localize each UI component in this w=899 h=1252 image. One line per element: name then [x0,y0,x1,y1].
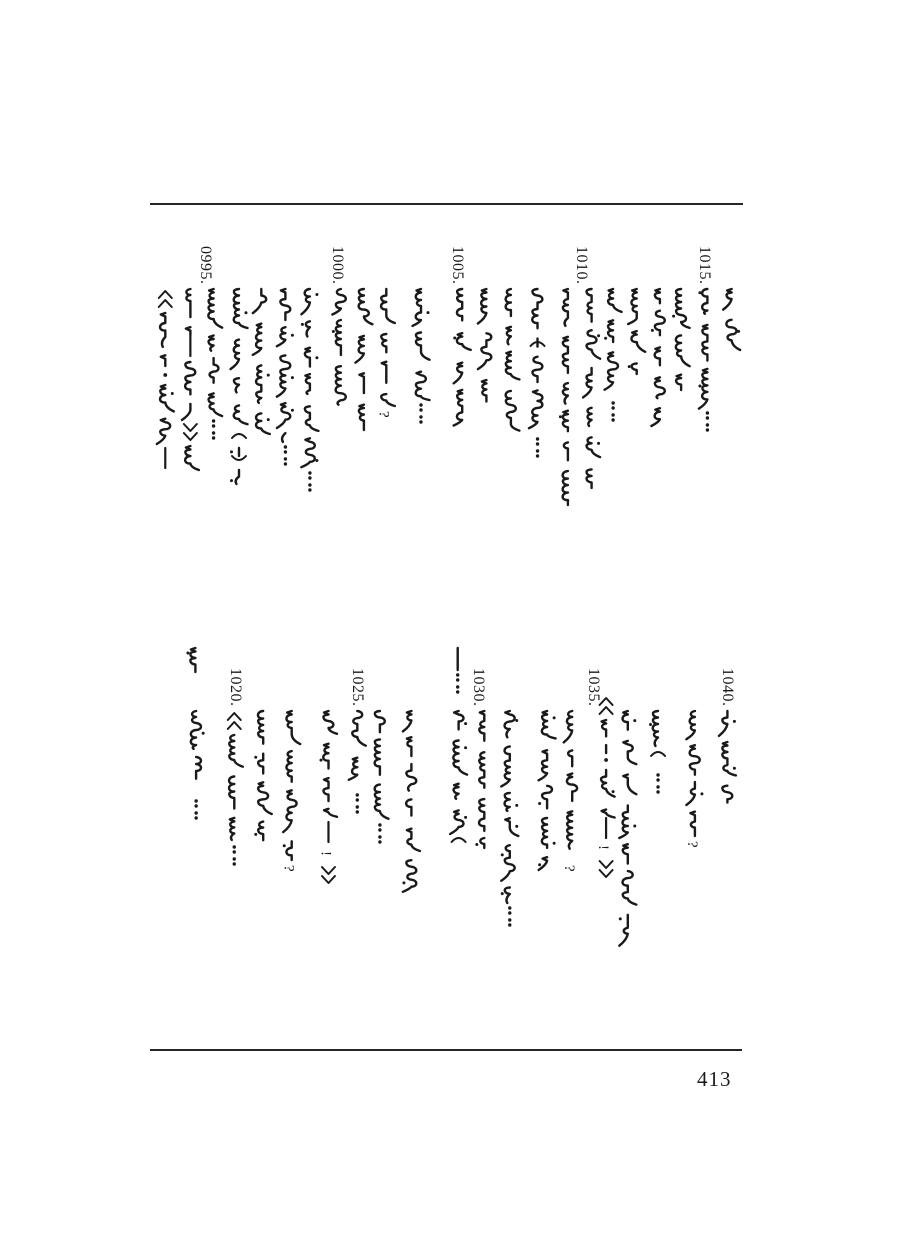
script-column [698,289,709,432]
script-column [228,713,243,866]
svg-text:!: ! [595,845,612,850]
script-column [355,289,372,430]
script-column [375,711,389,844]
script-column [672,289,690,390]
script-column [301,289,319,492]
script-column [453,289,470,426]
script-column [349,711,366,814]
entry-number-1025: 1025. [349,668,366,707]
entry-number-1015: 1015. [696,246,713,285]
script-column [529,289,545,458]
svg-text:?: ? [280,865,297,872]
script-column [651,289,665,426]
script-column [478,289,491,402]
entry-number-1035: 1035. [585,668,602,707]
script-column [475,711,484,848]
script-column [583,289,600,488]
script-column [182,289,199,470]
script-column [628,289,646,374]
script-column [719,711,736,803]
svg-text:?: ? [561,865,578,872]
script-column [375,289,395,418]
page-number: 413 [697,1067,732,1091]
script-column [450,711,467,842]
script-column [254,711,271,840]
script-column [561,711,577,872]
script-column [191,711,205,820]
script-column [538,711,556,870]
script-column [402,711,419,892]
script-column [281,711,300,872]
script-column [413,289,430,424]
script-column [317,711,337,883]
entry-number-1020: 1020. [227,668,244,707]
script-column [619,711,637,946]
script-column [604,289,621,422]
entry-number-1040: 1040. [719,668,736,707]
script-column [723,289,740,350]
entry-number-1005: 1005. [449,246,466,285]
entry-number-1030: 1030. [470,668,487,707]
svg-text:!: ! [317,851,334,856]
script-column [157,291,174,468]
entry-number-1010: 1010. [573,246,590,285]
script-column [332,289,346,405]
entry-number-1000: 1000. [329,246,346,285]
script-column [277,289,294,466]
footer-rule [150,1049,742,1051]
script-column [208,289,222,440]
script-column [230,289,248,484]
script-column [684,711,704,848]
script-column [501,711,519,927]
entry-number-0995: 0995. [197,246,214,285]
script-column [595,698,615,877]
script-column [559,289,568,505]
script-column [186,648,195,672]
script-column [253,289,270,434]
svg-text:?: ? [375,411,392,418]
script-column [506,289,520,431]
script-column [649,711,665,794]
script-column [456,648,459,694]
svg-text:?: ? [683,841,700,848]
